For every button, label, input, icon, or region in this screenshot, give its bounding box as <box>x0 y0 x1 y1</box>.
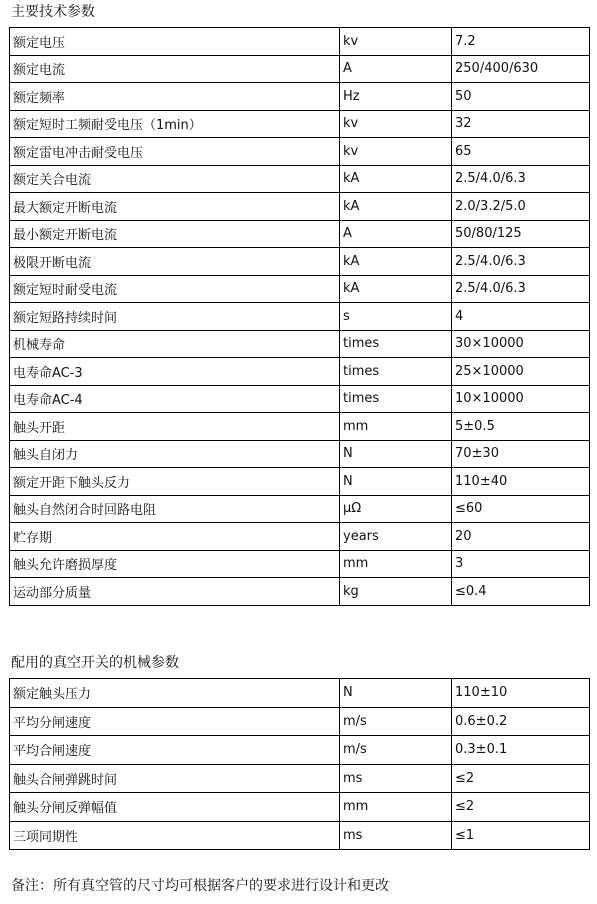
table-row <box>10 764 590 793</box>
parameter-name-cell: 额定频率 <box>10 83 340 111</box>
unit-cell: m/s <box>340 736 452 765</box>
unit-cell: N <box>340 468 452 496</box>
unit-cell: times <box>340 330 452 358</box>
table-row <box>10 358 590 386</box>
parameter-name-cell: 触头开距 <box>10 413 340 441</box>
unit-cell: N <box>340 440 452 468</box>
unit-cell: μΩ <box>340 495 452 523</box>
value-cell: 30×10000 <box>452 330 590 358</box>
unit-cell: kA <box>340 248 452 276</box>
parameter-name-cell: 额定短时工频耐受电压（1min） <box>10 110 340 138</box>
unit-cell: kg <box>340 578 452 606</box>
parameter-name-cell: 触头自闭力 <box>10 440 340 468</box>
unit-cell: s <box>340 303 452 331</box>
unit-cell: ms <box>340 821 452 850</box>
unit-cell: times <box>340 358 452 386</box>
parameter-name-cell: 额定雷电冲击耐受电压 <box>10 138 340 166</box>
table-row <box>10 523 590 551</box>
parameter-name-cell: 触头分闸反弹幅值 <box>10 793 340 822</box>
remark-note: 备注：所有真空管的尺寸均可根据客户的要求进行设计和更改 <box>11 878 389 894</box>
unit-cell: mm <box>340 413 452 441</box>
parameter-name-cell: 贮存期 <box>10 523 340 551</box>
value-cell: 0.6±0.2 <box>452 707 590 736</box>
value-cell: 20 <box>452 523 590 551</box>
parameter-name-cell: 触头合闸弹跳时间 <box>10 764 340 793</box>
value-cell: 250/400/630 <box>452 55 590 83</box>
table-row <box>10 110 590 138</box>
parameter-name-cell: 电寿命AC-4 <box>10 385 340 413</box>
parameter-name-cell: 额定电压 <box>10 28 340 56</box>
table-row <box>10 793 590 822</box>
value-cell: ≤2 <box>452 793 590 822</box>
parameter-name-cell: 平均合闸速度 <box>10 736 340 765</box>
unit-cell: kA <box>340 165 452 193</box>
table-row <box>10 385 590 413</box>
table-row <box>10 83 590 111</box>
switch-mechanical-parameters-heading: 配用的真空开关的机械参数 <box>11 655 179 671</box>
value-cell: 4 <box>452 303 590 331</box>
parameter-name-cell: 机械寿命 <box>10 330 340 358</box>
table-row <box>10 578 590 606</box>
parameter-name-cell: 最小额定开断电流 <box>10 220 340 248</box>
value-cell: 50 <box>452 83 590 111</box>
value-cell: 25×10000 <box>452 358 590 386</box>
value-cell: 110±40 <box>452 468 590 496</box>
value-cell: ≤0.4 <box>452 578 590 606</box>
value-cell: 2.5/4.0/6.3 <box>452 165 590 193</box>
value-cell: 32 <box>452 110 590 138</box>
value-cell: 110±10 <box>452 679 590 708</box>
parameter-name-cell: 运动部分质量 <box>10 578 340 606</box>
value-cell: 0.3±0.1 <box>452 736 590 765</box>
unit-cell: A <box>340 55 452 83</box>
parameter-name-cell: 额定触头压力 <box>10 679 340 708</box>
table-row <box>10 707 590 736</box>
parameter-name-cell: 三项同期性 <box>10 821 340 850</box>
main-parameters-heading: 主要技术参数 <box>11 4 95 20</box>
parameter-name-cell: 最大额定开断电流 <box>10 193 340 221</box>
unit-cell: years <box>340 523 452 551</box>
table-row <box>10 220 590 248</box>
unit-cell: mm <box>340 793 452 822</box>
value-cell: 10×10000 <box>452 385 590 413</box>
table-row <box>10 330 590 358</box>
table-row <box>10 679 590 708</box>
parameter-name-cell: 额定开距下触头反力 <box>10 468 340 496</box>
table-row <box>10 736 590 765</box>
table-row <box>10 28 590 56</box>
parameter-name-cell: 电寿命AC-3 <box>10 358 340 386</box>
unit-cell: kv <box>340 110 452 138</box>
value-cell: ≤60 <box>452 495 590 523</box>
table-row <box>10 138 590 166</box>
value-cell: 2.5/4.0/6.3 <box>452 248 590 276</box>
value-cell: ≤2 <box>452 764 590 793</box>
unit-cell: kA <box>340 275 452 303</box>
parameter-name-cell: 平均分闸速度 <box>10 707 340 736</box>
table-row <box>10 275 590 303</box>
unit-cell: mm <box>340 550 452 578</box>
value-cell: 3 <box>452 550 590 578</box>
unit-cell: kA <box>340 193 452 221</box>
unit-cell: Hz <box>340 83 452 111</box>
parameter-name-cell: 额定关合电流 <box>10 165 340 193</box>
table-row <box>10 303 590 331</box>
table-row <box>10 165 590 193</box>
parameter-name-cell: 触头自然闭合时回路电阻 <box>10 495 340 523</box>
unit-cell: kv <box>340 138 452 166</box>
value-cell: 7.2 <box>452 28 590 56</box>
parameter-name-cell: 极限开断电流 <box>10 248 340 276</box>
parameter-name-cell: 额定短路持续时间 <box>10 303 340 331</box>
value-cell: 65 <box>452 138 590 166</box>
unit-cell: A <box>340 220 452 248</box>
parameter-name-cell: 触头允许磨损厚度 <box>10 550 340 578</box>
unit-cell: m/s <box>340 707 452 736</box>
table-row <box>10 248 590 276</box>
table-row <box>10 550 590 578</box>
table-row <box>10 440 590 468</box>
parameter-name-cell: 额定短时耐受电流 <box>10 275 340 303</box>
value-cell: 2.0/3.2/5.0 <box>452 193 590 221</box>
main-parameters-table <box>9 27 590 606</box>
value-cell: ≤1 <box>452 821 590 850</box>
value-cell: 70±30 <box>452 440 590 468</box>
parameter-name-cell: 额定电流 <box>10 55 340 83</box>
table-row <box>10 193 590 221</box>
switch-mechanical-parameters-table <box>9 678 590 850</box>
value-cell: 5±0.5 <box>452 413 590 441</box>
value-cell: 2.5/4.0/6.3 <box>452 275 590 303</box>
table-row <box>10 55 590 83</box>
value-cell: 50/80/125 <box>452 220 590 248</box>
table-row <box>10 413 590 441</box>
unit-cell: N <box>340 679 452 708</box>
table-row <box>10 468 590 496</box>
table-row <box>10 821 590 850</box>
unit-cell: kv <box>340 28 452 56</box>
unit-cell: ms <box>340 764 452 793</box>
unit-cell: times <box>340 385 452 413</box>
table-row <box>10 495 590 523</box>
